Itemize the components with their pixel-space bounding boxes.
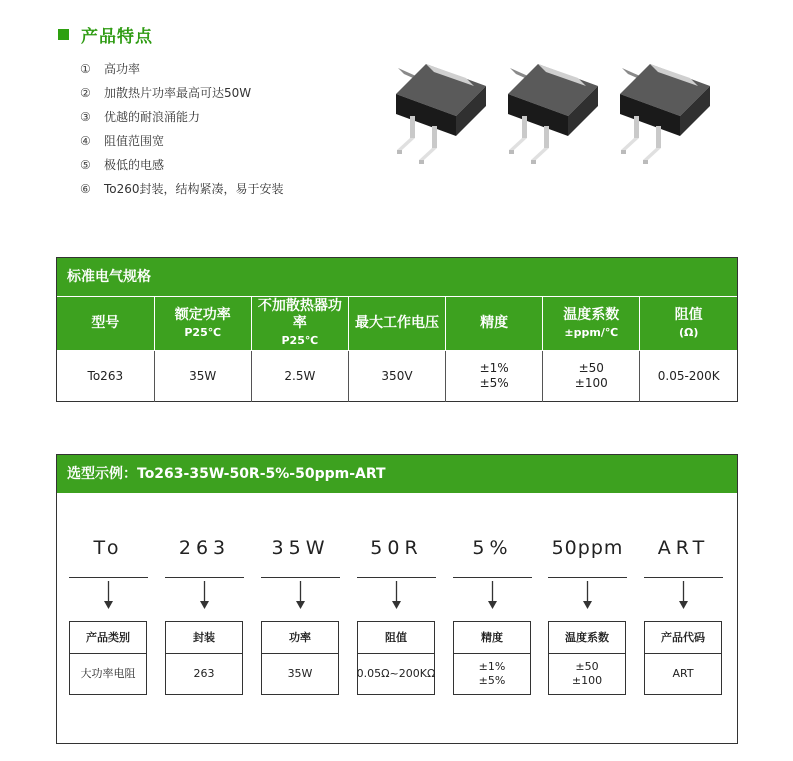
spec-cell: To263 xyxy=(57,351,154,402)
feature-item: ② 加散热片功率最高可达50W xyxy=(80,86,252,100)
segment-value: 大功率电阻 xyxy=(80,667,136,680)
features-title: 产品特点 xyxy=(81,27,153,47)
spec-cell: 2.5W xyxy=(251,351,348,402)
feature-item: ③ 优越的耐浪涌能力 xyxy=(80,110,201,124)
spec-cell: 35W xyxy=(154,351,251,402)
code-underline xyxy=(548,577,627,578)
features-heading xyxy=(58,22,153,47)
spec-header-cell: 温度系数 ±ppm/℃ xyxy=(543,297,640,351)
to263-package-icon xyxy=(508,64,598,164)
feature-item: ⑤ 极低的电感 xyxy=(80,158,165,172)
feature-list xyxy=(80,60,284,204)
code-segment: ART xyxy=(657,537,710,559)
segment-label: 产品类别 xyxy=(70,622,146,654)
code-segment: 50R xyxy=(370,537,423,559)
feature-item: ① 高功率 xyxy=(80,62,141,76)
segment-value: ART xyxy=(672,667,694,680)
spec-cell: ±50 ±100 xyxy=(543,351,640,402)
segment-label: 温度系数 xyxy=(549,622,625,654)
code-underline xyxy=(261,577,340,578)
arrow-down-icon xyxy=(644,581,723,611)
arrow-down-icon xyxy=(261,581,340,611)
segment-box xyxy=(165,621,243,695)
spec-header-cell: 精度 xyxy=(446,297,543,351)
arrow-down-icon xyxy=(69,581,148,611)
code-underline xyxy=(357,577,436,578)
spec-header-cell: 额定功率 P25℃ xyxy=(154,297,251,351)
spec-cell: 0.05-200K xyxy=(657,368,720,383)
feature-item: ⑥ To260封装，结构紧凑，易于安装 xyxy=(80,182,284,196)
feature-item: ④ 阻值范围宽 xyxy=(80,134,165,148)
spec-header-cell: 最大工作电压 xyxy=(348,297,445,351)
spec-title: 标准电气规格 xyxy=(57,258,737,296)
spec-cell: 350V xyxy=(348,351,445,402)
segment-label: 封装 xyxy=(166,622,242,654)
segment-box xyxy=(644,621,722,695)
segment-box xyxy=(261,621,339,695)
to263-package-icon xyxy=(396,64,486,164)
product-images xyxy=(388,62,728,172)
code-segment: To xyxy=(93,537,124,559)
segment-box xyxy=(548,621,626,695)
segment-value: ±50 ±100 xyxy=(571,660,603,687)
selection-title: 选型示例：To263-35W-50R-5%-50ppm-ART xyxy=(57,455,737,493)
segment-box xyxy=(453,621,531,695)
segment-label: 功率 xyxy=(262,622,338,654)
arrow-down-icon xyxy=(548,581,627,611)
arrow-down-icon xyxy=(165,581,244,611)
code-segment: 263 xyxy=(178,537,231,559)
code-segment: 5% xyxy=(472,537,513,559)
code-segment: 50ppm xyxy=(551,537,624,559)
code-underline xyxy=(165,577,244,578)
segment-label: 阻值 xyxy=(358,622,434,654)
segment-value: ±1% ±5% xyxy=(478,660,506,687)
segment-value: 35W xyxy=(287,667,313,680)
segment-label: 精度 xyxy=(454,622,530,654)
spec-header-cell: 型号 xyxy=(57,297,154,351)
segment-value: 263 xyxy=(193,667,215,680)
segment-value: 0.05Ω~200KΩ xyxy=(356,667,436,680)
segment-label: 产品代码 xyxy=(645,622,721,654)
code-underline xyxy=(453,577,532,578)
spec-header-cell: 阻值 (Ω) xyxy=(640,297,737,351)
spec-header-cell: 不加散热器功率 P25℃ xyxy=(251,297,348,351)
code-underline xyxy=(644,577,723,578)
spec-header-row xyxy=(57,297,737,351)
spec-cell: ±1% ±5% xyxy=(446,351,543,402)
spec-panel xyxy=(56,257,738,402)
selection-panel xyxy=(56,454,738,744)
spec-data-row xyxy=(57,351,737,402)
code-segment: 35W xyxy=(271,537,330,559)
heading-square-icon xyxy=(58,29,69,40)
to263-package-icon xyxy=(620,64,710,164)
code-underline xyxy=(69,577,148,578)
segment-box xyxy=(357,621,435,695)
arrow-down-icon xyxy=(357,581,436,611)
arrow-down-icon xyxy=(453,581,532,611)
spec-table xyxy=(57,296,737,402)
segment-box xyxy=(69,621,147,695)
